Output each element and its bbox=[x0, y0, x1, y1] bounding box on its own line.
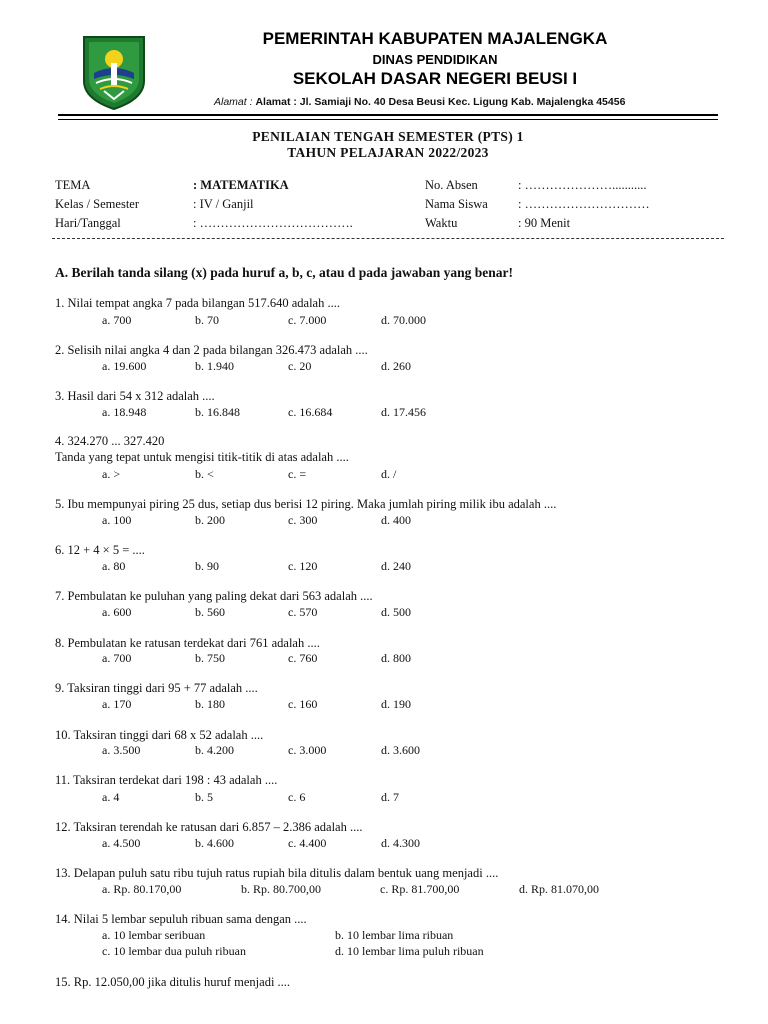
header-government: PEMERINTAH KABUPATEN MAJALENGKA bbox=[262, 29, 608, 48]
waktu-label: Waktu bbox=[425, 216, 458, 230]
question-4-option-d[interactable]: d. / bbox=[381, 467, 397, 481]
question-7-option-d[interactable]: d. 500 bbox=[381, 605, 411, 619]
question-11-option-b[interactable]: b. 5 bbox=[195, 790, 213, 804]
question-6-option-d[interactable]: d. 240 bbox=[381, 559, 411, 573]
header-rule-thin bbox=[58, 119, 718, 120]
tema-value: : MATEMATIKA bbox=[193, 178, 289, 192]
question-5-option-b[interactable]: b. 200 bbox=[195, 513, 225, 527]
question-13-option-b[interactable]: b. Rp. 80.700,00 bbox=[241, 882, 322, 896]
question-2-option-d[interactable]: d. 260 bbox=[381, 359, 411, 373]
question-6-option-b[interactable]: b. 90 bbox=[195, 559, 219, 573]
question-2-text: 2. Selisih nilai angka 4 dan 2 pada bilangan 326.473 adalah .... bbox=[55, 343, 368, 357]
question-13-option-d[interactable]: d. Rp. 81.070,00 bbox=[519, 882, 600, 896]
question-6-option-c[interactable]: c. 120 bbox=[288, 559, 318, 573]
question-3-text: 3. Hasil dari 54 x 312 adalah .... bbox=[55, 389, 215, 403]
header-rule-thick bbox=[58, 114, 718, 116]
question-3-option-a[interactable]: a. 18.948 bbox=[102, 405, 147, 419]
question-1-option-d[interactable]: d. 70.000 bbox=[381, 313, 426, 327]
question-15-text: 15. Rp. 12.050,00 jika ditulis huruf menjadi .... bbox=[55, 975, 291, 989]
question-1-option-a[interactable]: a. 700 bbox=[102, 313, 132, 327]
question-11-option-c[interactable]: c. 6 bbox=[288, 790, 306, 804]
question-1-text: 1. Nilai tempat angka 7 pada bilangan 517.640 adalah .... bbox=[55, 296, 340, 310]
question-9-option-c[interactable]: c. 160 bbox=[288, 697, 318, 711]
question-8-option-c[interactable]: c. 760 bbox=[288, 651, 318, 665]
hari-value: : ………………………………. bbox=[193, 216, 353, 230]
question-13-option-c[interactable]: c. Rp. 81.700,00 bbox=[380, 882, 460, 896]
question-2-option-b[interactable]: b. 1.940 bbox=[195, 359, 234, 373]
question-8-option-d[interactable]: d. 800 bbox=[381, 651, 411, 665]
kelas-label: Kelas / Semester bbox=[55, 197, 140, 211]
question-6-text: 6. 12 + 4 × 5 = .... bbox=[55, 543, 145, 557]
question-10-text: 10. Taksiran tinggi dari 68 x 52 adalah .... bbox=[55, 728, 264, 742]
question-13-option-a[interactable]: a. Rp. 80.170,00 bbox=[102, 882, 182, 896]
question-4-option-a[interactable]: a. > bbox=[102, 467, 121, 481]
question-14-option-d[interactable]: d. 10 lembar lima puluh ribuan bbox=[335, 944, 484, 958]
question-4-text2: Tanda yang tepat untuk mengisi titik-titik di atas adalah .... bbox=[55, 450, 349, 464]
exam-year: TAHUN PELAJARAN 2022/2023 bbox=[287, 145, 489, 160]
question-12-option-c[interactable]: c. 4.400 bbox=[288, 836, 327, 850]
question-3-option-d[interactable]: d. 17.456 bbox=[381, 405, 426, 419]
nama-label: Nama Siswa bbox=[425, 197, 488, 211]
question-2-option-a[interactable]: a. 19.600 bbox=[102, 359, 147, 373]
question-9-text: 9. Taksiran tinggi dari 95 + 77 adalah .... bbox=[55, 681, 258, 695]
question-4-option-c[interactable]: c. = bbox=[288, 467, 307, 481]
question-12-text: 12. Taksiran terendah ke ratusan dari 6.857 – 2.386 adalah .... bbox=[55, 820, 363, 834]
question-5-text: 5. Ibu mempunyai piring 25 dus, setiap dus berisi 12 piring. Maka jumlah piring milik ibu adalah .... bbox=[55, 497, 557, 511]
question-10-option-c[interactable]: c. 3.000 bbox=[288, 743, 327, 757]
header-address bbox=[214, 96, 625, 108]
question-12-option-d[interactable]: d. 4.300 bbox=[381, 836, 420, 850]
question-9-option-b[interactable]: b. 180 bbox=[195, 697, 225, 711]
question-11-option-a[interactable]: a. 4 bbox=[102, 790, 120, 804]
question-7-option-a[interactable]: a. 600 bbox=[102, 605, 132, 619]
question-14-text: 14. Nilai 5 lembar sepuluh ribuan sama dengan .... bbox=[55, 912, 307, 926]
waktu-value: : 90 Menit bbox=[518, 216, 571, 230]
absen-value: : …………………........... bbox=[518, 178, 647, 192]
question-5-option-a[interactable]: a. 100 bbox=[102, 513, 132, 527]
nama-value: : ………………………… bbox=[518, 197, 650, 211]
question-11-option-d[interactable]: d. 7 bbox=[381, 790, 399, 804]
question-3-option-c[interactable]: c. 16.684 bbox=[288, 405, 333, 419]
kelas-value: : IV / Ganjil bbox=[193, 197, 254, 211]
address-label: Alamat : bbox=[214, 96, 253, 108]
question-9-option-a[interactable]: a. 170 bbox=[102, 697, 132, 711]
question-12-option-a[interactable]: a. 4.500 bbox=[102, 836, 141, 850]
question-6-option-a[interactable]: a. 80 bbox=[102, 559, 126, 573]
info-divider bbox=[52, 238, 724, 239]
question-7-text: 7. Pembulatan ke puluhan yang paling dekat dari 563 adalah .... bbox=[55, 589, 373, 603]
hari-label: Hari/Tanggal bbox=[55, 216, 121, 230]
absen-label: No. Absen bbox=[425, 178, 478, 192]
question-10-option-d[interactable]: d. 3.600 bbox=[381, 743, 420, 757]
question-3-option-b[interactable]: b. 16.848 bbox=[195, 405, 240, 419]
question-8-text: 8. Pembulatan ke ratusan terdekat dari 761 adalah .... bbox=[55, 636, 320, 650]
question-14-option-c[interactable]: c. 10 lembar dua puluh ribuan bbox=[102, 944, 246, 958]
school-crest-logo bbox=[80, 33, 148, 111]
question-12-option-b[interactable]: b. 4.600 bbox=[195, 836, 234, 850]
question-7-option-b[interactable]: b. 560 bbox=[195, 605, 225, 619]
section-a-instruction: A. Berilah tanda silang (x) pada huruf a, b, c, atau d pada jawaban yang benar! bbox=[55, 265, 513, 280]
question-10-option-b[interactable]: b. 4.200 bbox=[195, 743, 234, 757]
question-5-option-d[interactable]: d. 400 bbox=[381, 513, 411, 527]
question-1-option-c[interactable]: c. 7.000 bbox=[288, 313, 327, 327]
question-4-text: 4. 324.270 ... 327.420 bbox=[55, 434, 165, 448]
header-school-name: SEKOLAH DASAR NEGERI BEUSI I bbox=[292, 69, 578, 88]
header-department: DINAS PENDIDIKAN bbox=[372, 52, 498, 67]
question-8-option-b[interactable]: b. 750 bbox=[195, 651, 225, 665]
question-4-option-b[interactable]: b. < bbox=[195, 467, 214, 481]
tema-label: TEMA bbox=[55, 178, 91, 192]
question-13-text: 13. Delapan puluh satu ribu tujuh ratus rupiah bila ditulis dalam bentuk uang menjadi .... bbox=[55, 866, 499, 880]
exam-title: PENILAIAN TENGAH SEMESTER (PTS) 1 bbox=[252, 129, 524, 144]
question-1-option-b[interactable]: b. 70 bbox=[195, 313, 219, 327]
question-7-option-c[interactable]: c. 570 bbox=[288, 605, 318, 619]
question-9-option-d[interactable]: d. 190 bbox=[381, 697, 411, 711]
question-8-option-a[interactable]: a. 700 bbox=[102, 651, 132, 665]
question-2-option-c[interactable]: c. 20 bbox=[288, 359, 312, 373]
address-text: Alamat : Jl. Samiaji No. 40 Desa Beusi Kec. Ligung Kab. Majalengka 45456 bbox=[255, 96, 626, 108]
question-10-option-a[interactable]: a. 3.500 bbox=[102, 743, 141, 757]
question-5-option-c[interactable]: c. 300 bbox=[288, 513, 318, 527]
question-11-text: 11. Taksiran terdekat dari 198 : 43 adalah .... bbox=[55, 773, 278, 787]
question-14-option-a[interactable]: a. 10 lembar seribuan bbox=[102, 928, 206, 942]
question-14-option-b[interactable]: b. 10 lembar lima ribuan bbox=[335, 928, 454, 942]
